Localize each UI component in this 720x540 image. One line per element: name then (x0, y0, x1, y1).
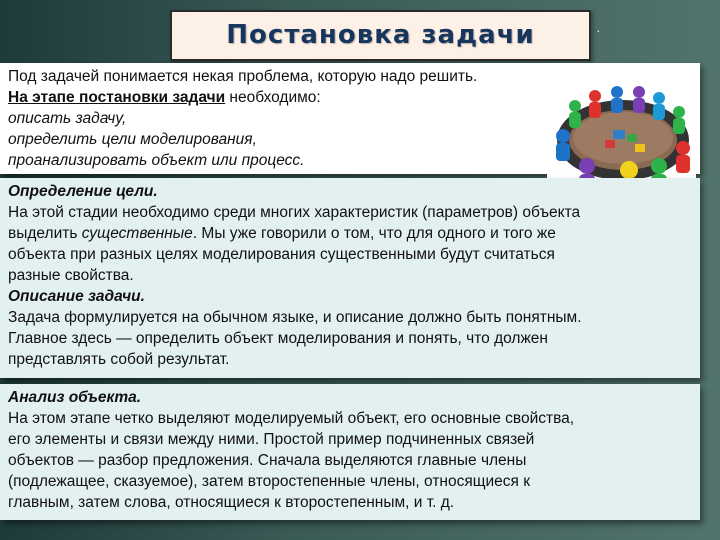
description-text-line: представлять собой результат. (8, 351, 230, 368)
object-analysis-panel (0, 384, 700, 520)
goal-text-part: выделить (8, 225, 82, 242)
slide-title: Постановка задачи (226, 20, 535, 50)
analysis-text-line: главным, затем слова, относящиеся к второстепенным, и т. д. (8, 494, 455, 511)
analysis-text-line: объектов — разбор предложения. Сначала выделяются главные члены (8, 452, 527, 469)
goal-text-line: На этой стадии необходимо среди многих характеристик (параметров) объекта (8, 204, 581, 221)
description-text-line: Задача формулируется на обычном языке, и описание должно быть понятным. (8, 309, 582, 326)
goal-text-line: разные свойства. (8, 267, 134, 284)
description-text-line: Главное здесь — определить объект моделирования и понять, что должен (8, 330, 548, 347)
task-item: проанализировать объект или процесс. (8, 152, 305, 169)
goal-description-panel (0, 178, 700, 378)
stage-underlined-text: На этапе постановки задачи (8, 89, 226, 106)
goal-heading: Определение цели. (8, 183, 158, 200)
description-heading: Описание задачи. (8, 288, 145, 305)
analysis-text-line: (подлежащее, сказуемое), затем второстепенные члены, относящиеся к (8, 473, 530, 490)
analysis-text-line: На этом этапе четко выделяют моделируемый объект, его основные свойства, (8, 410, 575, 427)
goal-text-line (8, 223, 692, 244)
problem-definition-text: Под задачей понимается некая проблема, которую надо решить. (8, 68, 478, 85)
analysis-text-line: его элементы и связи между ними. Простой пример подчиненных связей (8, 431, 535, 448)
analysis-heading: Анализ объекта. (8, 389, 142, 406)
goal-text-part: . Мы уже говорили о том, что для одного и того же (192, 225, 556, 242)
title-box (170, 10, 591, 61)
goal-text-line: объекта при разных целях моделирования существенными будут считаться (8, 246, 555, 263)
goal-italic-word: существенные (81, 225, 193, 242)
stage-rest-text: необходимо: (225, 89, 321, 106)
title-dot: · (596, 22, 601, 38)
task-item: описать задачу, (8, 110, 127, 127)
task-item: определить цели моделирования, (8, 131, 257, 148)
